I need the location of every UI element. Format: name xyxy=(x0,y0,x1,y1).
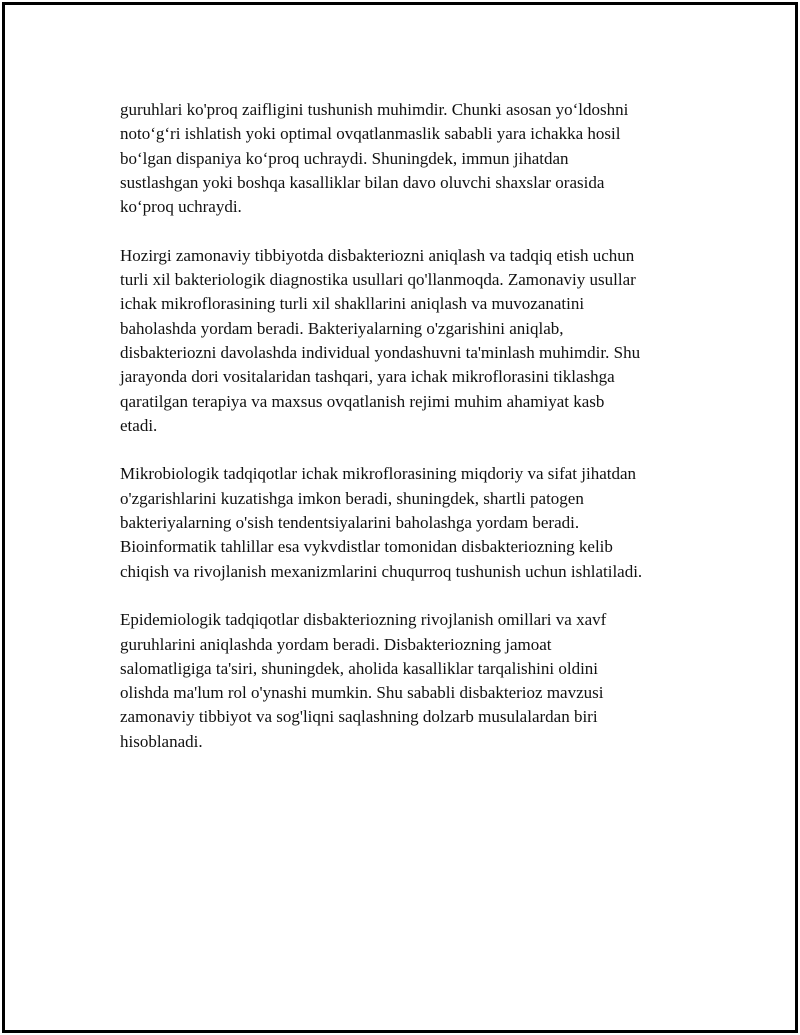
page-content xyxy=(120,98,705,778)
paragraph-4: Epidemiologik tadqiqotlar disbakteriozning rivojlanish omillari va xavf guruhlarini aniqlashda yordam beradi. Disbakteriozning jamoat salomatligiga ta'siri, shuningdek, aholida kasalliklar tarqalishini oldini olishda ma'lum rol o'ynashi mumkin. Shu sababli disbakterioz mavzusi zamonaviy tibbiyot va sog'liqni saqlashning dolzarb musulalardan biri hisoblanadi. xyxy=(120,610,607,751)
page-frame xyxy=(2,2,798,1033)
paragraph-2: Hozirgi zamonaviy tibbiyotda disbakteriozni aniqlash va tadqiq etish uchun turli xil bakteriologik diagnostika usullari qo'llanmoqda. Zamonaviy usullar ichak mikroflorasining turli xil shakllarini aniqlash va muvozanatini baholashda yordam beradi. Bakteriyalarning o'zgarishini aniqlab, disbakteriozni davolashda individual yondashuvni ta'minlash muhimdir. Shu jarayonda dori vositalaridan tashqari, yara ichak mikroflorasini tiklashga qaratilgan terapiya va maxsus ovqatlanish rejimi muhim ahamiyat kasb etadi. xyxy=(120,245,641,435)
paragraph-1: guruhlari ko'proq zaifligini tushunish muhimdir. Chunki asosan yo‘ldoshni noto‘g‘ri ishlatish yoki optimal ovqatlanmaslik sababli yara ichakka hosil bo‘lgan dispaniya ko‘proq uchraydi. Shuningdek, immun jihatdan sustlashgan yoki boshqa kasalliklar bilan davo oluvchi shaxslar orasida ko‘proq uchraydi. xyxy=(120,100,629,217)
paragraph-3: Mikrobiologik tadqiqotlar ichak mikroflorasining miqdoriy va sifat jihatdan o'zgarishlarini kuzatishga imkon beradi, shuningdek, shartli patogen bakteriyalarning o'sish tendentsiyalarini baholashga yordam beradi. Bioinformatik tahlillar esa vykvdistlar tomonidan disbakteriozning kelib chiqish va rivojlanish mexanizmlarini chuqurroq tushunish uchun ishlatiladi. xyxy=(120,464,643,581)
